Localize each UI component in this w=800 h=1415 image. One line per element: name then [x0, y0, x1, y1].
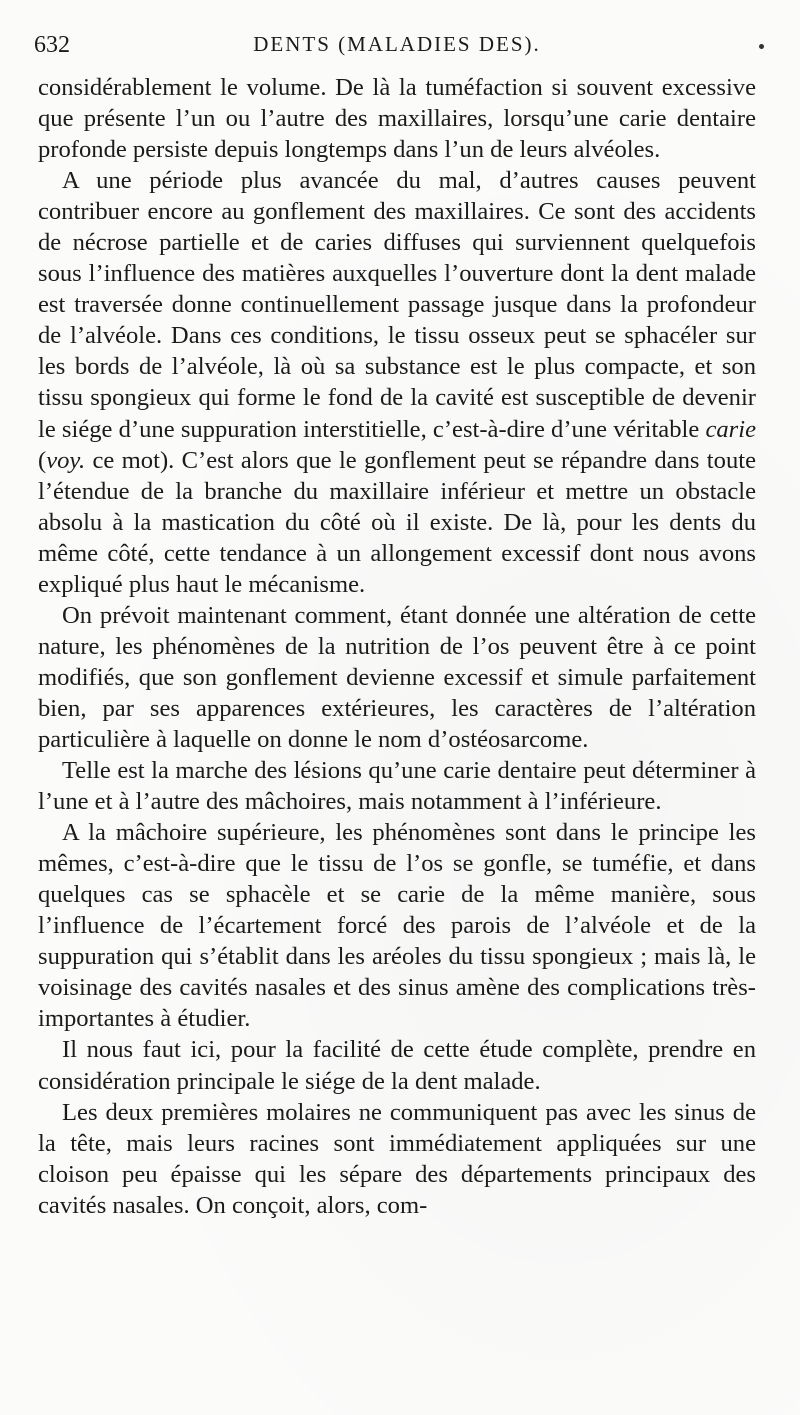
paragraph-3: On prévoit maintenant comment, étant donnée une altération de cette nature, les phénomènes de la nutrition de l’os peuvent être à ce point modifiés, que son gonflement devienne excessif et simule parfaitement bien, par ses apparences extérieures, les caractères de l’altération particulière à laquelle on donne le nom d’ostéosarcome. — [38, 601, 756, 753]
page-number: 632 — [34, 32, 70, 58]
paragraph-2 — [38, 165, 756, 600]
paragraph-2-text-b: ( — [38, 446, 47, 474]
italic-voy: voy. — [46, 446, 86, 474]
paragraph-2-text: A une période plus avancée du mal, d’autres causes peuvent contribuer encore au gonflement des maxillaires. Ce sont des accidents de nécrose partielle et de caries diffuses qui surviennent quelquefois sous l’influence des matières auxquelles l’ouverture dont la dent malade est traversée donne continuellement passage jusque dans la profondeur de l’alvéole. Dans ces conditions, le tissu osseux peut se sphacéler sur les bords de l’alvéole, là où sa substance est le plus compacte, et son tissu spongieux qui forme le fond de la cavité est susceptible de devenir le siége d’une suppuration interstitielle, c’est-à-dire d’une véritable — [38, 167, 756, 443]
scan-speck — [759, 44, 764, 49]
paragraph-7: Les deux premières molaires ne communiquent pas avec les sinus de la tête, mais leurs racines sont immédiatement appliquées sur une cloison peu épaisse qui les sépare des départements principaux des cavités nasales. On conçoit, alors, com- — [38, 1098, 756, 1219]
paragraph-2-text-c: ce mot). C’est alors que le gonflement peut se répandre dans toute l’étendue de la branche du maxillaire inférieur et mettre un obstacle absolu à la mastication du côté où il existe. De là, pour les dents du même côté, cette tendance à un allongement excessif dont nous avons expliqué plus haut le mécanisme. — [38, 446, 756, 598]
paragraph-4: Telle est la marche des lésions qu’une carie dentaire peut déterminer à l’une et à l’autre des mâchoires, mais notamment à l’inférieure. — [38, 757, 756, 816]
paragraph-1: considérablement le volume. De là la tuméfaction si souvent excessive que présente l’un ou l’autre des maxillaires, lorsqu’une carie dentaire profonde persiste depuis longtemps dans l’un de leurs alvéoles. — [38, 74, 756, 164]
running-title: DENTS (MALADIES DES). — [253, 32, 541, 56]
page-header — [34, 28, 756, 72]
paragraph-6: Il nous faut ici, pour la facilité de cette étude complète, prendre en considération principale le siége de la dent malade. — [38, 1036, 756, 1095]
italic-carie: carie — [705, 415, 756, 443]
paragraph-5: A la mâchoire supérieure, les phénomènes sont dans le principe les mêmes, c’est-à-dire que le tissu de l’os se gonfle, se tuméfie, et dans quelques cas se sphacèle et se carie de la même manière, sous l’influence de l’écartement forcé des parois de l’alvéole et de la suppuration qui s’établit dans les aréoles du tissu spongieux ; mais là, le voisinage des cavités nasales et des sinus amène des complications très-importantes à étudier. — [38, 819, 756, 1033]
body-text — [38, 72, 756, 1221]
